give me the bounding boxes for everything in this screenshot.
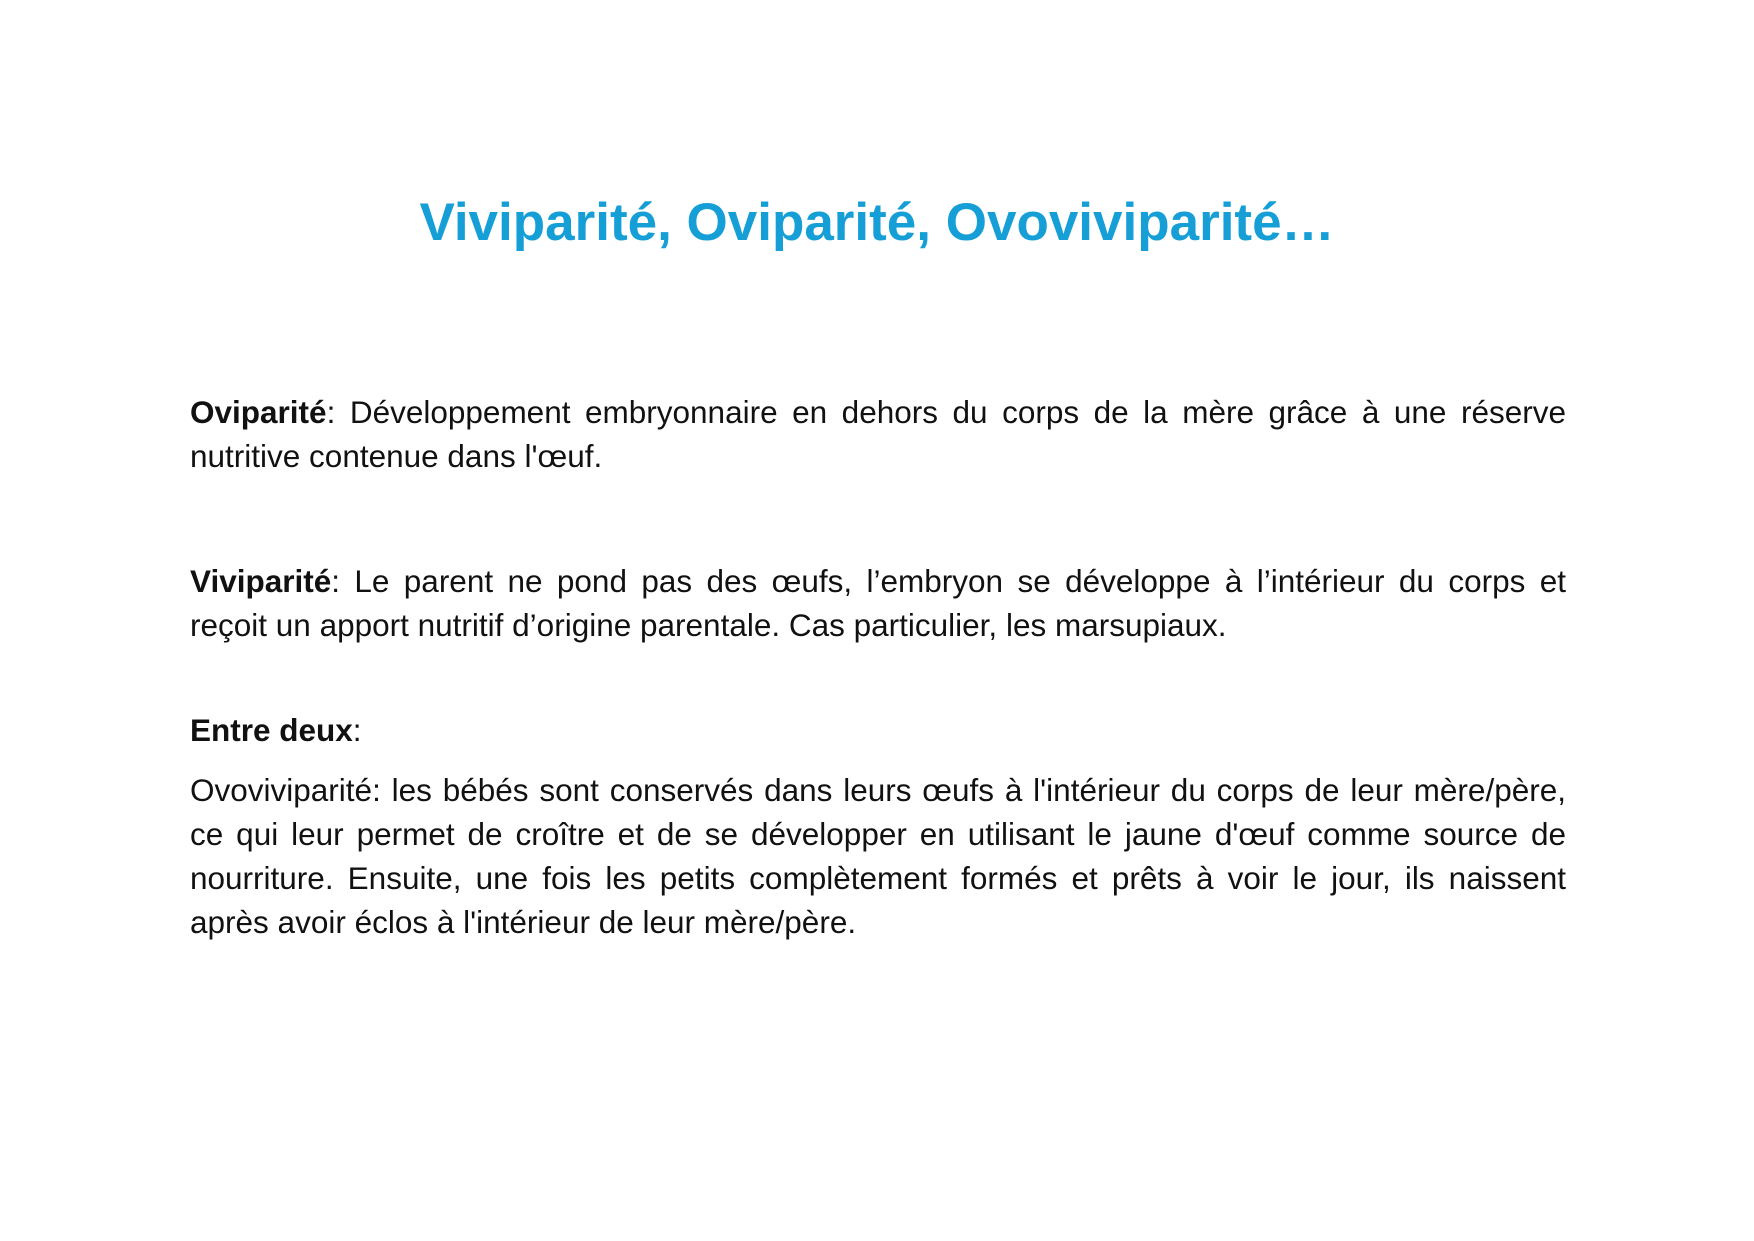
term-viviparite: Viviparité — [190, 563, 332, 599]
definition-viviparite: : Le parent ne pond pas des œufs, l’embryon se développe à l’intérieur du corps et reçoit un apport nutritif d’origine parentale. Cas particulier, les marsupiaux. — [190, 563, 1566, 643]
page-title: Viviparité, Oviparité, Ovoviviparité… — [419, 193, 1335, 252]
entre-deux-colon: : — [352, 712, 362, 748]
paragraph-viviparite — [190, 559, 1566, 647]
term-oviparite: Oviparité — [190, 394, 327, 430]
term-entre-deux: Entre deux — [190, 712, 353, 748]
paragraph-ovoviviparite: Ovoviviparité: les bébés sont conservés dans leurs œufs à l'intérieur du corps de leur mère/père, ce qui leur permet de croître et de se développer en utilisant le jaune d'œuf comme source de nourriture. Ensuite, une fois les petits complètement formés et prêts à voir le jour, ils naissent après avoir éclos à l'intérieur de leur mère/père. — [190, 772, 1566, 940]
paragraph-entre-deux — [190, 708, 1566, 752]
paragraph-oviparite — [190, 390, 1566, 478]
definition-oviparite: : Développement embryonnaire en dehors du corps de la mère grâce à une réserve nutritive contenue dans l'œuf. — [190, 394, 1566, 474]
document-body — [190, 390, 1566, 944]
